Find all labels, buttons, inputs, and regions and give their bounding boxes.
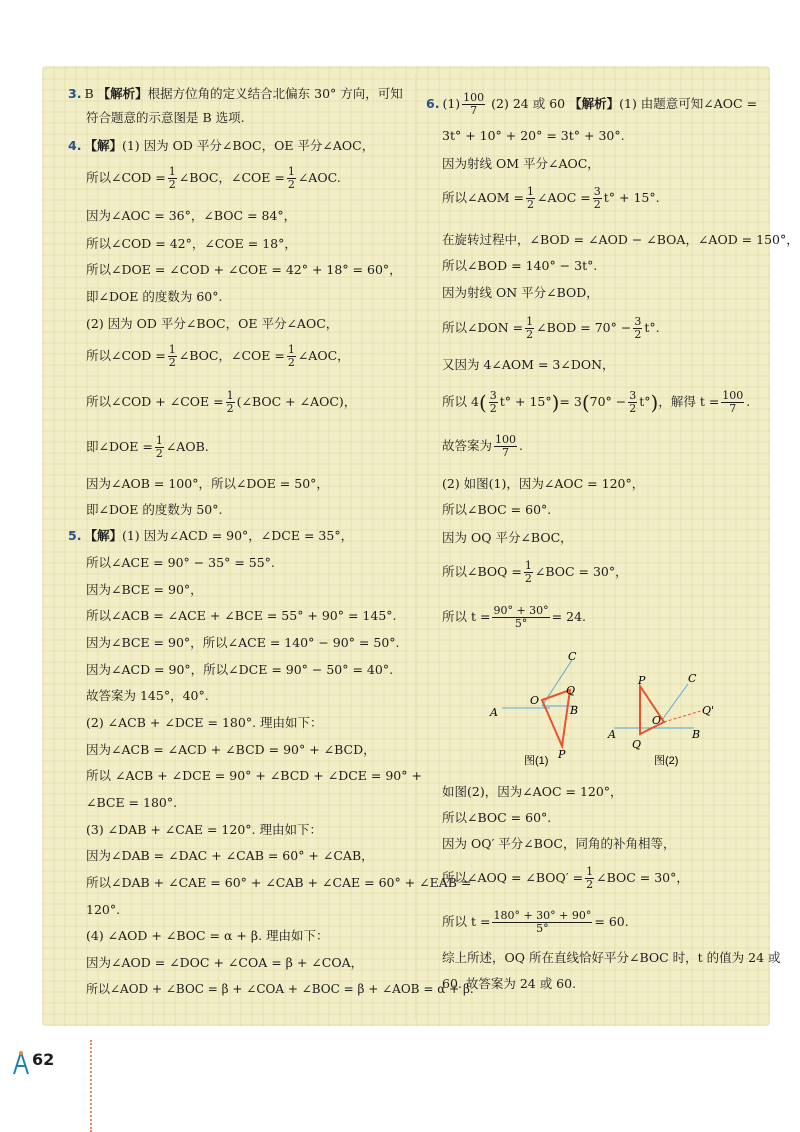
q6-line17: 如图(2)，因为∠AOC = 120°， (442, 784, 623, 799)
fig2-label-o: O (652, 714, 662, 727)
fraction: $\frac{100}{7}$ (722, 389, 744, 415)
q6-line11: 故答案为 $\frac{100}{7}$ . (442, 433, 523, 459)
q6-line1: 6. (1) $\frac{100}{7}$ (2) 24 或 60 【解析】(1) 由题意可知∠AOC = (426, 91, 758, 117)
fraction: $\frac{3}{2}$ (593, 185, 601, 211)
q5-line10: 所以 ∠ACB + ∠DCE = 90° + ∠BCD + ∠DCE = 90° + (86, 768, 422, 783)
fraction: $\frac{100}{7}$ (495, 433, 517, 459)
q6-line15: 所以∠BOQ = $\frac{1}{2}$ ∠BOC = 30°， (442, 559, 628, 585)
fig2-caption: 图(2) (654, 755, 679, 767)
q4-p2-line4: 因为∠AOB = 100°，所以∠DOE = 50°， (86, 476, 329, 491)
q6-line14: 因为 OQ 平分∠BOC， (442, 530, 573, 545)
fraction: $\frac{1}{2}$ (287, 343, 295, 369)
fig1-label-a: A (490, 706, 498, 719)
fig1-label-q: Q (566, 684, 576, 697)
q3-answer: B (84, 86, 94, 101)
q3-tag: 【解析】 (97, 86, 148, 101)
fraction: $\frac{180^\circ + 30^\circ + 90^\circ}{5^\circ}$ (493, 909, 592, 935)
q5-line8: (2) ∠ACB + ∠DCE = 180°. 理由如下： (86, 715, 323, 730)
q3-line1 (68, 86, 403, 102)
q6-line19: 因为 OQ′ 平分∠BOC，同角的补角相等， (442, 836, 676, 851)
fraction: $\frac{3}{2}$ (634, 315, 642, 341)
q5-number: 5. (68, 528, 82, 543)
fig2-label-qprime: Q' (702, 704, 715, 717)
q6-line21: 所以 t = $\frac{180^\circ + 30^\circ + 90^\circ}{5^\circ}$ = 60. (442, 909, 629, 935)
q5-line16: (4) ∠AOD + ∠BOC = α + β. 理由如下： (86, 928, 329, 943)
q4-p2-line1: 所以∠COD = $\frac{1}{2}$ ∠BOC，∠COE = $\frac{1}{2}$ ∠AOC， (86, 343, 350, 369)
q5-intro (68, 528, 353, 544)
q5-line9: 因为∠ACB = ∠ACD + ∠BCD = 90° + ∠BCD， (86, 742, 376, 757)
q5-tag: 【解】 (84, 528, 122, 543)
fig2-dashed-oq (664, 710, 704, 722)
q4-p1-intro: (1) 因为 OD 平分∠BOC，OE 平分∠AOC， (121, 138, 375, 153)
q3-number: 3. (68, 86, 82, 101)
q6-line16: 所以 t = $\frac{90^\circ + 30^\circ}{5^\circ}$ = 24. (442, 604, 586, 630)
q6-line20: 所以∠AOQ = ∠BOQ′ = $\frac{1}{2}$ ∠BOC = 30°， (442, 865, 689, 891)
q6-line4: 所以∠AOM = $\frac{1}{2}$ ∠AOC = $\frac{3}{2}$ t° + 15°. (442, 185, 660, 211)
fraction: $\frac{1}{2}$ (526, 315, 534, 341)
q3-line2: 符合题意的示意图是 B 选项. (86, 110, 245, 125)
q6-tag: 【解析】 (569, 96, 620, 111)
fraction: $\frac{1}{2}$ (287, 165, 295, 191)
q6-line6: 所以∠BOD = 140° − 3t°. (442, 258, 598, 273)
q4-p2-intro: (2) 因为 OD 平分∠BOC，OE 平分∠AOC， (86, 316, 339, 331)
fig2-label-a: A (608, 728, 616, 741)
q5-line3: 因为∠BCE = 90°， (86, 582, 203, 597)
q6-line12: (2) 如图(1)，因为∠AOC = 120°， (442, 476, 645, 491)
q4-p1-line4: 所以∠DOE = ∠COD + ∠COE = 42° + 18° = 60°， (86, 262, 402, 277)
fraction: $\frac{1}{2}$ (586, 865, 594, 891)
q5-line5: 因为∠BCE = 90°，所以∠ACE = 140° − 90° = 50°. (86, 635, 400, 650)
q6-line18: 所以∠BOC = 60°. (442, 810, 552, 825)
fraction: $\frac{1}{2}$ (524, 559, 532, 585)
page-number: 62 (32, 1050, 55, 1069)
fraction: $\frac{1}{2}$ (168, 343, 176, 369)
q6-number: 6. (426, 96, 440, 111)
q4-number: 4. (68, 138, 82, 153)
fraction: $\frac{1}{2}$ (226, 389, 234, 415)
q4-p1-line2: 因为∠AOC = 36°，∠BOC = 84°， (86, 208, 297, 223)
q6-line8: 所以∠DON = $\frac{1}{2}$ ∠BOD = 70° − $\frac{3}{2}$ t°. (442, 315, 660, 341)
q6-line23: 60. 故答案为 24 或 60. (442, 976, 577, 991)
q5-line2: 所以∠ACE = 90° − 35° = 55°. (86, 555, 275, 570)
fig2-ray-oc (662, 684, 688, 720)
fraction: $\frac{3}{2}$ (489, 389, 497, 415)
fig2-label-p: P (638, 674, 646, 687)
fig1-label-o: O (530, 694, 540, 707)
fraction: $\frac{100}{7}$ (463, 91, 485, 117)
q6-line10: 所以 4( $\frac{3}{2}$ t° + 15°)= 3(70° − $\frac{3}{2}$ t°)，解得 t = $\frac{100}{7}$ . (442, 389, 751, 415)
q5-line17: 因为∠AOD = ∠DOC + ∠COA = β + ∠COA， (86, 955, 364, 970)
q4-p1-line1: 所以∠COD = $\frac{1}{2}$ ∠BOC，∠COE = $\frac{1}{2}$ ∠AOC. (86, 165, 341, 191)
q5-line18: 所以∠AOD + ∠BOC = β + ∠COA + ∠BOC = β + ∠AOB = α + β. (86, 982, 474, 996)
q4-tag: 【解】 (84, 138, 122, 153)
q5-line15: 120°. (86, 902, 121, 917)
q4-p2-line5: 即∠DOE 的度数为 50°. (86, 502, 223, 517)
q5-line6: 因为∠ACD = 90°，所以∠DCE = 90° − 50° = 40°. (86, 662, 394, 677)
q6-line7: 因为射线 ON 平分∠BOD， (442, 285, 599, 300)
q5-line11: ∠BCE = 180°. (86, 795, 178, 810)
fig1-triangle (542, 690, 570, 746)
fig1-caption: 图(1) (524, 755, 549, 767)
q5-line12: (3) ∠DAB + ∠CAE = 120°. 理由如下： (86, 822, 322, 837)
fraction: $\frac{3}{2}$ (629, 389, 637, 415)
q4-p2-line2: 所以∠COD + ∠COE = $\frac{1}{2}$ (∠BOC + ∠AOC)， (86, 389, 357, 415)
fig2-label-q: Q (632, 738, 642, 751)
q6-line13: 所以∠BOC = 60°. (442, 502, 552, 517)
q5-line13: 因为∠DAB = ∠DAC + ∠CAB = 60° + ∠CAB， (86, 848, 374, 863)
fraction: $\frac{1}{2}$ (527, 185, 534, 211)
fraction: $\frac{1}{2}$ (168, 165, 176, 191)
q5-line7: 故答案为 145°，40°. (86, 688, 209, 703)
geometry-figures (426, 640, 766, 780)
q3-text1: 根据方位角的定义结合北偏东 30° 方向，可知 (147, 86, 403, 101)
fraction: $\frac{1}{2}$ (155, 434, 163, 460)
q6-line22: 综上所述，OQ 所在直线恰好平分∠BOC 时，t 的值为 24 或 (442, 950, 781, 965)
fig2-label-c: C (688, 672, 697, 685)
q5-line1: (1) 因为∠ACD = 90°，∠DCE = 35°， (121, 528, 354, 543)
q5-line4: 所以∠ACB = ∠ACE + ∠BCE = 55° + 90° = 145°. (86, 608, 397, 623)
q4-intro (68, 138, 374, 154)
q6-line2: 3t° + 10° + 20° = 3t° + 30°. (442, 128, 625, 143)
fig1-label-p: P (558, 748, 566, 761)
fig1-label-b: B (570, 704, 579, 717)
q4-p1-line3: 所以∠COD = 42°，∠COE = 18°， (86, 236, 297, 251)
q4-p2-line3: 即∠DOE = $\frac{1}{2}$ ∠AOB. (86, 434, 209, 460)
fig2-label-b: B (692, 728, 701, 741)
q4-p1-line5: 即∠DOE 的度数为 60°. (86, 289, 223, 304)
q6-line9: 又因为 4∠AOM = 3∠DON， (442, 357, 615, 372)
q6-line5: 在旋转过程中，∠BOD = ∠AOD − ∠BOA，∠AOD = 150°， (442, 232, 799, 247)
fig1-label-c: C (568, 650, 577, 663)
q5-line14: 所以∠DAB + ∠CAE = 60° + ∠CAB + ∠CAE = 60° + ∠EAB = (86, 875, 472, 890)
q6-line3: 因为射线 OM 平分∠AOC， (442, 156, 600, 171)
fraction: $\frac{90^\circ + 30^\circ}{5^\circ}$ (493, 604, 549, 630)
compass-icon (10, 1050, 32, 1076)
